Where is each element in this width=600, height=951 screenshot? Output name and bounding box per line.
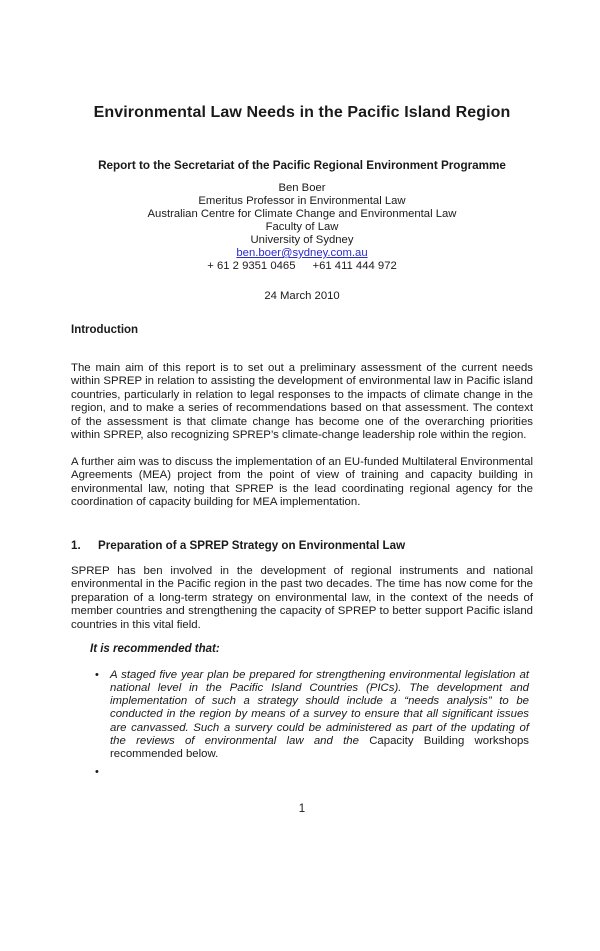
- author-faculty: Faculty of Law: [265, 221, 339, 233]
- intro-paragraph-1: The main aim of this report is to set out a preliminary assessment of the current needs within SPREP in relation to assisting the development of environmental law in Pacific island countries, particularly in relation to legal responses to the impacts of climate change in the region, and to make a series of recommendations based on that assessment. The context of the assessment is that climate change has become one of the overarching priorities within SPREP, also recognizing SPREP’s climate-change leadership role within the region.: [71, 361, 533, 441]
- recommendation-bullet-2-text: [110, 766, 529, 779]
- section1-heading-text: Preparation of a SPREP Strategy on Environmental Law: [98, 538, 406, 552]
- page-number: 1: [298, 802, 306, 815]
- intro-heading: Introduction: [71, 324, 139, 336]
- author-name: Ben Boer: [278, 182, 326, 194]
- section1-number: 1.: [71, 538, 81, 552]
- email-link[interactable]: ben.boer@sydney.com.au: [236, 247, 368, 259]
- recommendation-bullet-1: [95, 669, 529, 762]
- report-subtitle: Report to the Secretariat of the Pacific Regional Environment Programme: [98, 159, 506, 172]
- recommendation-bullet-1-text: [110, 669, 529, 762]
- author-position: Emeritus Professor in Environmental Law: [198, 195, 406, 207]
- author-university: University of Sydney: [250, 234, 354, 246]
- recommendation-bullet-2: [95, 766, 529, 779]
- bullet-icon: •: [95, 668, 99, 681]
- section1-heading: [71, 539, 533, 553]
- author-centre: Australian Centre for Climate Change and Environmental Law: [147, 208, 457, 220]
- bullet-text-regular: Capacity Building workshops recommended below.: [110, 734, 530, 761]
- document-title: Environmental Law Needs in the Pacific Island Region: [93, 104, 511, 121]
- author-block: [71, 182, 533, 273]
- document-page: [0, 103, 600, 815]
- phone-mobile: +61 411 444 972: [312, 260, 397, 272]
- bullet-text-italic: A staged five year plan be prepared for strengthening environmental legislation at national level in the Pacific Island Countries (PICs). The development and implementation of such a strategy should include a “needs analysis” to be conducted in the region by means of a survey to ensure that all significant issues are canvassed. Such a survery could be administered as part of the updating of the reviews of environmental law and the: [110, 668, 529, 747]
- phone-primary: + 61 2 9351 0465: [207, 260, 296, 272]
- email-line: [71, 247, 533, 260]
- intro-paragraph-2: A further aim was to discuss the implementation of an EU-funded Multilateral Environmental Agreements (MEA) project from the point of view of training and capacity building in environmental law, noting that SPREP is the lead coordinating regional agency for the coordination of capacity building for MEA implementation.: [71, 455, 533, 508]
- recommendation-label: It is recommended that:: [90, 643, 220, 655]
- report-date: 24 March 2010: [264, 290, 340, 302]
- bullet-icon: •: [95, 765, 99, 778]
- phone-line: [71, 260, 533, 273]
- section1-paragraph: SPREP has ben involved in the development of regional instruments and national environmental in the Pacific region in the past two decades. The time has now come for the preparation of a long-term strategy on environmental law, in the context of the needs of member countries and strengthening the capacity of SPREP to better support Pacific island countries in this vital field.: [71, 564, 533, 631]
